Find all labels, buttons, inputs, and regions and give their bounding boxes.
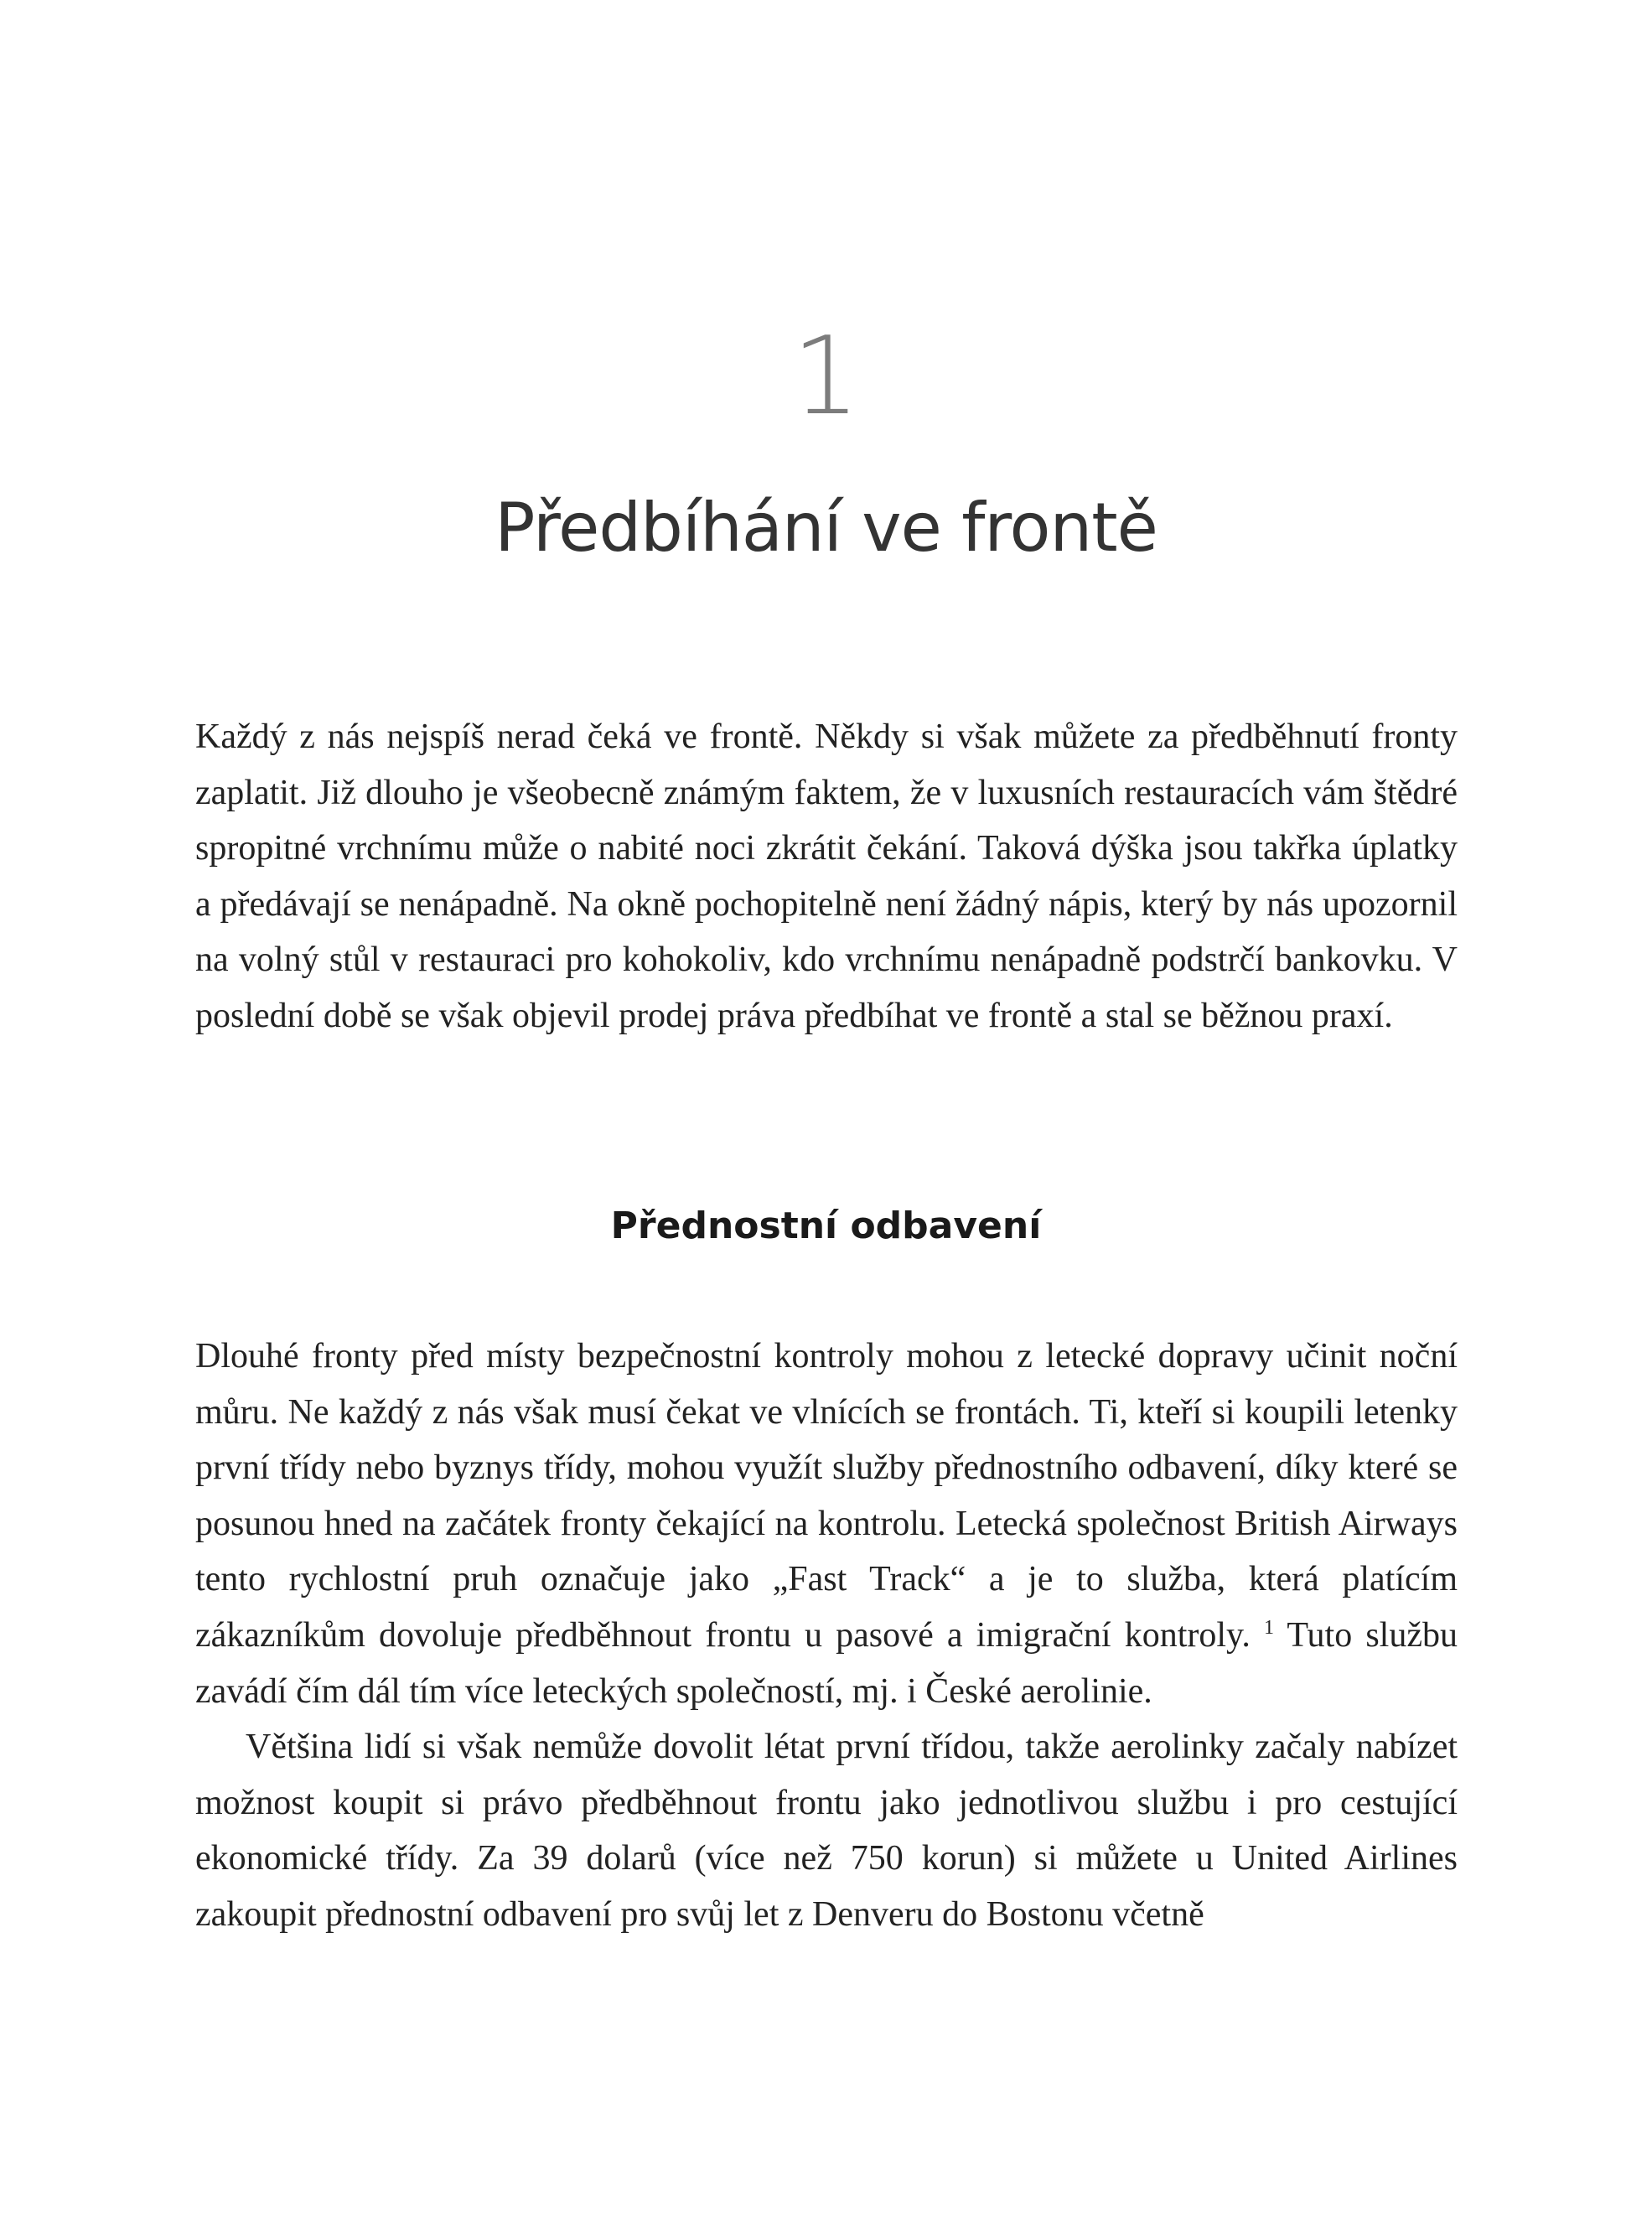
footnote-ref: 1 <box>1263 1616 1274 1639</box>
chapter-title: Předbíhání ve frontě <box>495 489 1157 567</box>
section-paragraph-1 <box>195 1329 1458 1719</box>
section-paragraph-1-text: Dlouhé fronty před místy bezpečnostní kontroly mohou z letecké dopravy učinit noční můru. Ne každý z nás však musí čekat ve vlnících se frontách. Ti, kteří si koupili letenky první třídy nebo byznys třídy, mohou využít služby přednostního odbavení, díky které se posunou hned na začátek fronty čekající na kontrolu. Letecká společnost British Airways tento rychlostní pruh označuje jako „Fast Track“ a je to služba, která platícím zákazníkům dovoluje předběhnout frontu u pasové a imigrační kontroly. <box>195 1337 1458 1655</box>
chapter-number: 1 <box>791 314 861 439</box>
section-paragraph-1-continuation: Tuto službu zavádí čím dál tím více leteckých společností, mj. i České aerolinie. <box>195 1615 1458 1711</box>
section-paragraph-2: Většina lidí si však nemůže dovolit létat první třídou, takže aerolinky začaly nabízet možnost koupit si právo předběhnout frontu jako jednotlivou službu i pro cestující ekonomické třídy. Za 39 dolarů (více než 750 korun) si můžete u United Airlines zakoupit přednostní odbavení pro svůj let z Denveru do Bostonu včetně <box>195 1728 1458 1934</box>
section-heading: Přednostní odbavení <box>610 1205 1042 1247</box>
section-body <box>195 1329 1458 1943</box>
intro-paragraph: Každý z nás nejspíš nerad čeká ve frontě. Někdy si však můžete za předběhnutí fronty zaplatit. Již dlouho je všeobecně známým faktem, že v luxusních restauracích vám štědré spropitné vrchnímu může o nabité noci zkrátit čekání. Taková dýška jsou takřka úplatky a předávají se nenápadně. Na okně pochopitelně není žádný nápis, který by nás upozornil na volný stůl v restauraci pro kohokoliv, kdo vrchnímu nenápadně podstrčí bankovku. V poslední době se však objevil prodej práva předbíhat ve frontě a stal se běžnou praxí. <box>195 718 1458 1035</box>
intro-section <box>195 709 1458 1044</box>
